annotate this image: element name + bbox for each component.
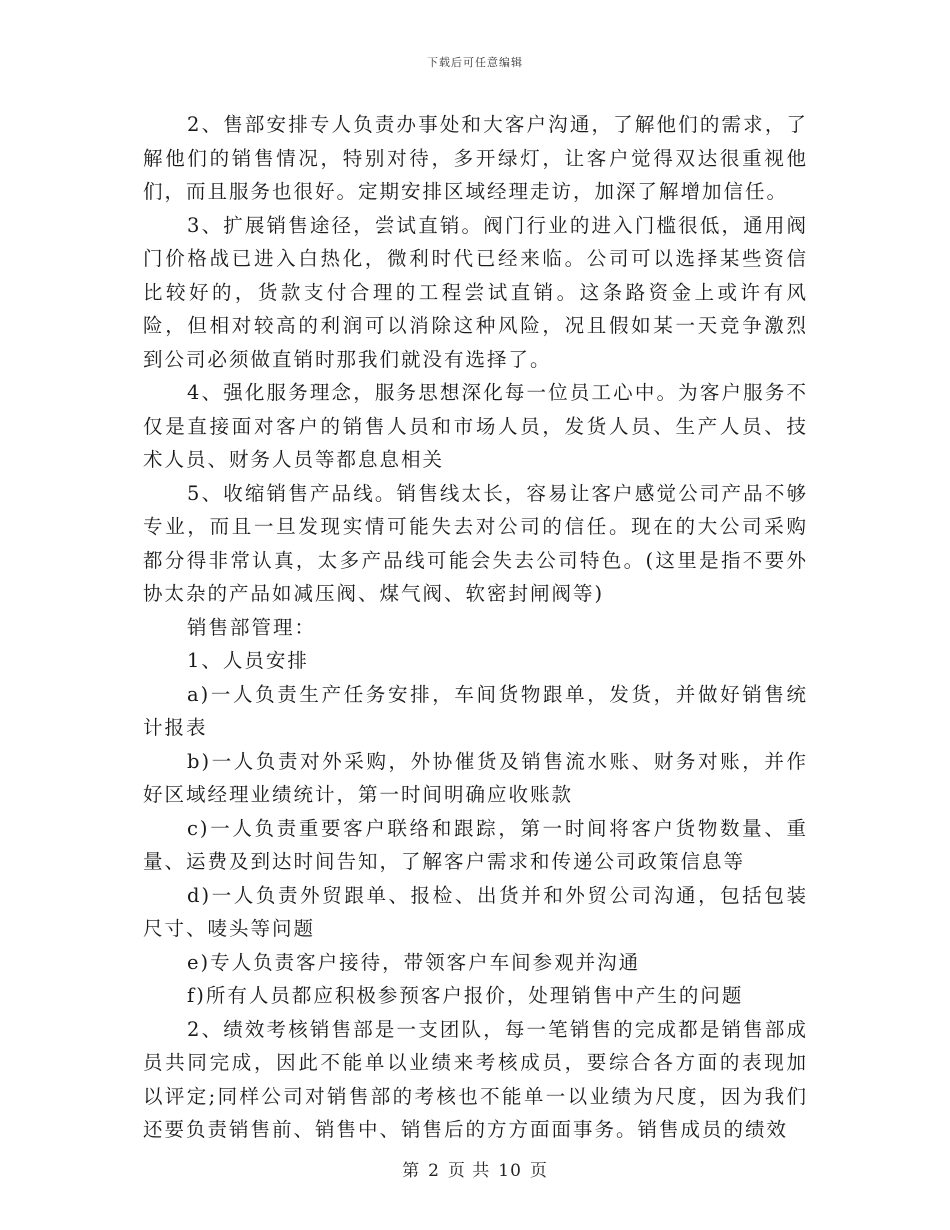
list-item-e: e)专人负责客户接待，带领客户车间参观并沟通 xyxy=(187,950,641,974)
section-heading-sales-management: 销售部管理： xyxy=(187,615,317,639)
list-item-c: c)一人负责重要客户联络和跟踪，第一时间将客户货物数量、重量、运费及到达时间告知，了解客户需求和传递公司政策信息等 xyxy=(143,816,808,873)
paragraph-point-5: 5、收缩销售产品线。销售线太长，容易让客户感觉公司产品不够专业，而且一旦发现实情可能失去对公司的信任。现在的大公司采购都分得非常认真，太多产品线可能会失去公司特色。(这里是指不要外协太杂的产品如减压阀、煤气阀、软密封闸阀等) xyxy=(143,481,808,605)
paragraph-point-4: 4、强化服务理念，服务思想深化每一位员工心中。为客户服务不仅是直接面对客户的销售人员和市场人员，发货人员、生产人员、技术人员、财务人员等都息息相关 xyxy=(143,381,808,471)
list-item-f: f)所有人员都应积极参预客户报价，处理销售中产生的问题 xyxy=(187,984,744,1007)
paragraph-point-2: 2、售部安排专人负责办事处和大客户沟通，了解他们的需求，了解他们的销售情况，特别对待，多开绿灯，让客户觉得双达很重视他们，而且服务也很好。定期安排区域经理走访，加深了解增加信任。 xyxy=(143,113,808,203)
footer-total-pages: 10 xyxy=(498,1161,522,1181)
paragraph-performance: 2、绩效考核销售部是一支团队，每一笔销售的完成都是销售部成员共同完成，因此不能单以业绩来考核成员，要综合各方面的表现加以评定;同样公司对销售部的考核也不能单一以业绩为尺度，因为我们还要负责销售前、销售中、销售后的方方面面事务。销售成员的绩效 xyxy=(143,1017,808,1141)
subheading-staffing: 1、人员安排 xyxy=(187,649,309,672)
paragraph-point-3: 3、扩展销售途径，尝试直销。阀门行业的进入门槛很低，通用阀门价格战已进入白热化，微利时代已经来临。公司可以选择某些资信比较好的，货款支付合理的工程尝试直销。这条路资金上或许有风险，但相对较高的利润可以消除这种风险，况且假如某一天竞争激烈到公司必须做直销时那我们就没有选择了。 xyxy=(143,213,808,371)
footer-prefix: 第 xyxy=(402,1161,421,1181)
footer-middle: 页 共 xyxy=(447,1161,491,1181)
page-footer xyxy=(0,1156,950,1181)
list-item-d: d)一人负责外贸跟单、报检、出货并和外贸公司沟通，包括包装尺寸、唛头等问题 xyxy=(143,883,808,940)
footer-suffix: 页 xyxy=(529,1161,548,1181)
list-item-b: b)一人负责对外采购，外协催货及销售流水账、财务对账，并作好区域经理业绩统计，第一时间明确应收账款 xyxy=(143,749,808,806)
footer-page-number: 2 xyxy=(428,1161,440,1181)
document-body xyxy=(143,108,808,1147)
list-item-a: a)一人负责生产任务安排，车间货物跟单，发货，并做好销售统计报表 xyxy=(143,682,808,739)
page-header: 下载后可任意编辑 xyxy=(427,56,523,69)
